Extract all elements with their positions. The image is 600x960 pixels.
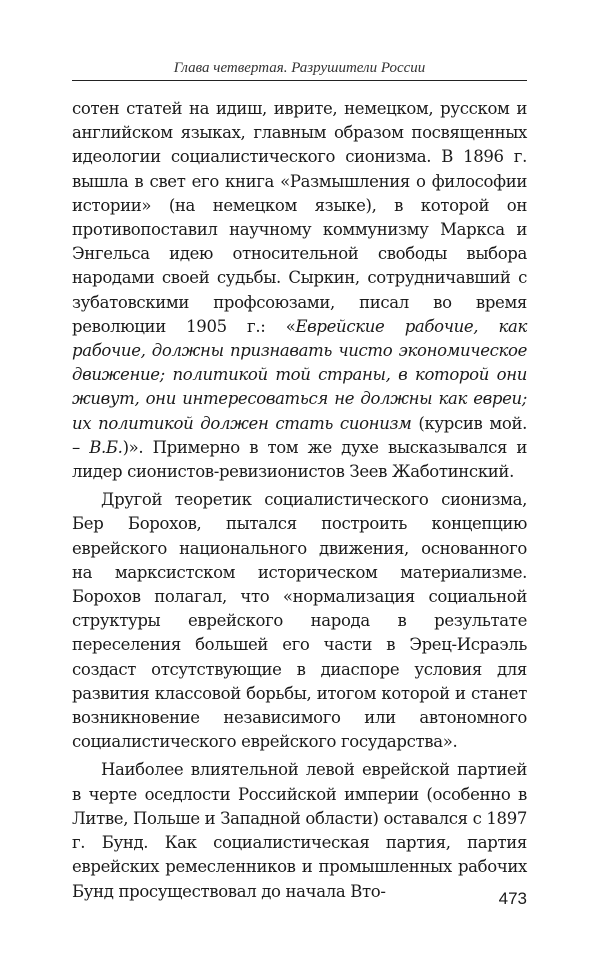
paragraph-text: сотен статей на идиш, иврите, немецком, русском и английском языках, главным образом посвященных идеологии социалистического сионизма. В 1896 г. вышла в свет его книга «Размышления о философии истории» (на немецком языке), в которой он противопоставил научному коммунизму Маркса и Энгельса идею относительной свободы выбора народами своей судьбы. Сыркин, сотрудничавший с зубатовскими профсоюзами, писал во время революции 1905 г.: « [72,99,527,336]
page-number: 473 [498,889,527,908]
italic-initials: В.Б. [89,437,123,457]
italic-quote: Еврейские рабочие, как рабочие, должны признавать чисто экономическое движение; политикой той страны, в которой они живут, они интересоваться не должны как евреи; их политикой должен стать сионизм [72,316,527,433]
paragraph-text: )». Примерно в том же духе высказывался и лидер сионистов-ревизионистов Зеев Жаботинский. [72,437,528,482]
page-body [72,97,527,904]
running-header [72,58,527,81]
paragraph: Другой теоретик социалистического сионизма, Бер Борохов, пытался построить концепцию еврейского национального движения, основанного на марксистском историческом материализме. Борохов полагал, что «нормализация социальной структуры еврейского народа в результате переселения большей его части в Эрец-Исраэль создаст отсутствующие в диаспоре условия для развития классовой борьбы, итогом которой и станет возникновение независимого или автономного социалистического еврейского государства». [72,490,527,752]
paragraph-text: (курсив мой. – [72,413,527,457]
chapter-title: Глава четвертая. Разрушители России [173,60,426,76]
paragraph [72,97,527,484]
paragraph: Наиболее влиятельной левой еврейской партией в черте оседлости Российской империи (особенно в Литве, Польше и Западной области) оставался с 1897 г. Бунд. Как социалистическая партия, партия еврейских ремесленников и промышленных рабочих Бунд просуществовал до начала Вто- [72,760,527,901]
